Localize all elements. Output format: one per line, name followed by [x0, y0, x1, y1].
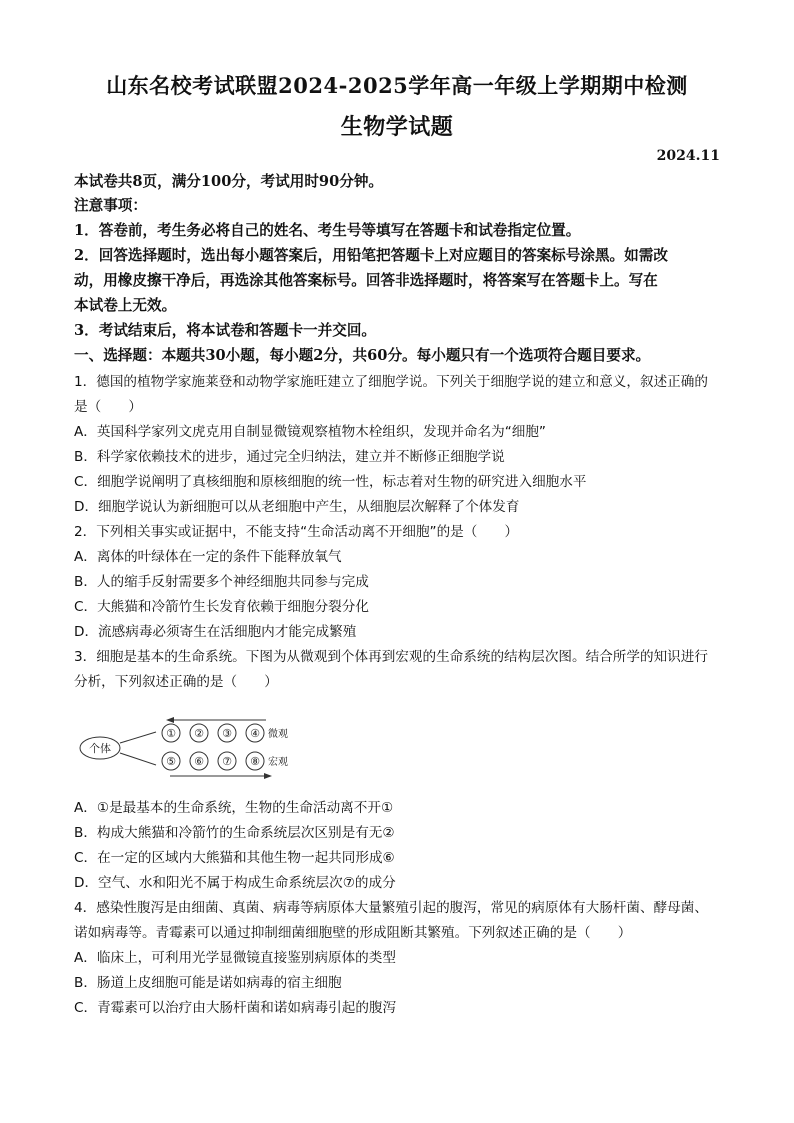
exam-title: 山东名校考试联盟2024-2025学年高一年级上学期期中检测 [106, 73, 688, 98]
notice-2-line-2: 动，用橡皮擦干净后，再选涂其他答案标号。回答非选择题时，将答案写在答题卡上。写在 [74, 272, 658, 289]
exam-date: 2024.11 [656, 148, 720, 164]
node-4-label: ④ [250, 727, 260, 740]
q1-option-c: C．细胞学说阐明了真核细胞和原核细胞的统一性，标志着对生物的研究进入细胞水平 [74, 474, 587, 490]
q2-stem: 2．下列相关事实或证据中，不能支持“生命活动离不开细胞”的是（ ） [74, 524, 519, 540]
q3-stem-line-1: 3．细胞是基本的生命系统。下图为从微观到个体再到宏观的生命系统的结构层次图。结合所学的知识进行 [74, 649, 708, 665]
q1-option-d: D．细胞学说认为新细胞可以从老细胞中产生，从细胞层次解释了个体发育 [74, 499, 520, 515]
notice-2-line-3: 本试卷上无效。 [74, 297, 177, 314]
bottom-arrow-head [264, 773, 272, 779]
q4-stem-line-1: 4．感染性腹泻是由细菌、真菌、病毒等病原体大量繁殖引起的腹泻，常见的病原体有大肠杆菌、酵母菌、 [74, 900, 708, 916]
node-1-label: ① [166, 727, 176, 740]
exam-subtitle: 生物学试题 [340, 114, 454, 140]
node-6-label: ⑥ [194, 755, 204, 768]
q4-option-a: A．临床上，可利用光学显微镜直接鉴别病原体的类型 [74, 950, 396, 966]
q1-option-b: B．科学家依赖技术的进步，通过完全归纳法，建立并不断修正细胞学说 [74, 449, 505, 465]
q2-option-d: D．流感病毒必须寄生在活细胞内才能完成繁殖 [74, 624, 357, 640]
micro-label: 微观 [268, 729, 288, 740]
life-system-diagram [78, 712, 288, 784]
q1-option-a: A．英国科学家列文虎克用自制显微镜观察植物木栓组织，发现并命名为“细胞” [74, 424, 546, 440]
q3-option-d: D．空气、水和阳光不属于构成生命系统层次⑦的成分 [74, 875, 396, 891]
q4-option-b: B．肠道上皮细胞可能是诺如病毒的宿主细胞 [74, 975, 342, 991]
life-system-diagram-svg [78, 712, 288, 784]
q1-stem-line-2: 是（ ） [74, 399, 142, 415]
connector-bottom [120, 753, 156, 765]
exam-info: 本试卷共8页，满分100分，考试用时90分钟。 [74, 173, 384, 190]
q4-option-c: C．青霉素可以治疗由大肠杆菌和诺如病毒引起的腹泻 [74, 1000, 397, 1016]
node-2-label: ② [194, 727, 204, 740]
q3-option-a: A．①是最基本的生命系统，生物的生命活动离不开① [74, 800, 394, 816]
notice-1: 1．答卷前，考生务必将自己的姓名、考生号等填写在答题卡和试卷指定位置。 [74, 222, 581, 239]
node-8-label: ⑧ [250, 755, 260, 768]
q3-option-b: B．构成大熊猫和冷箭竹的生命系统层次区别是有无② [74, 825, 395, 841]
node-7-label: ⑦ [222, 755, 232, 768]
node-5-label: ⑤ [166, 755, 176, 768]
notice-3: 3．考试结束后，将本试卷和答题卡一并交回。 [74, 322, 377, 339]
notice-2-line-1: 2．回答选择题时，选出每小题答案后，用铅笔把答题卡上对应题目的答案标号涂黑。如需改 [74, 247, 668, 264]
section-heading: 一、选择题：本题共30小题，每小题2分，共60分。每小题只有一个选项符合题目要求。 [74, 347, 651, 364]
macro-label: 宏观 [268, 757, 288, 768]
q2-option-c: C．大熊猫和冷箭竹生长发育依赖于细胞分裂分化 [74, 599, 369, 615]
q2-option-a: A．离体的叶绿体在一定的条件下能释放氧气 [74, 549, 342, 565]
top-arrow-head [166, 717, 174, 723]
q4-stem-line-2: 诺如病毒等。青霉素可以通过抑制细菌细胞壁的形成阻断其繁殖。下列叙述正确的是（ ） [74, 925, 632, 941]
connector-top [120, 732, 156, 743]
q3-stem-line-2: 分析，下列叙述正确的是（ ） [74, 674, 278, 690]
q1-stem-line-1: 1．德国的植物学家施莱登和动物学家施旺建立了细胞学说。下列关于细胞学说的建立和意义，叙述正确的 [74, 374, 708, 390]
q3-option-c: C．在一定的区域内大熊猫和其他生物一起共同形成⑥ [74, 850, 395, 866]
q2-option-b: B．人的缩手反射需要多个神经细胞共同参与完成 [74, 574, 369, 590]
notice-heading: 注意事项： [74, 197, 147, 214]
node-3-label: ③ [222, 727, 232, 740]
individual-label: 个体 [89, 742, 111, 755]
